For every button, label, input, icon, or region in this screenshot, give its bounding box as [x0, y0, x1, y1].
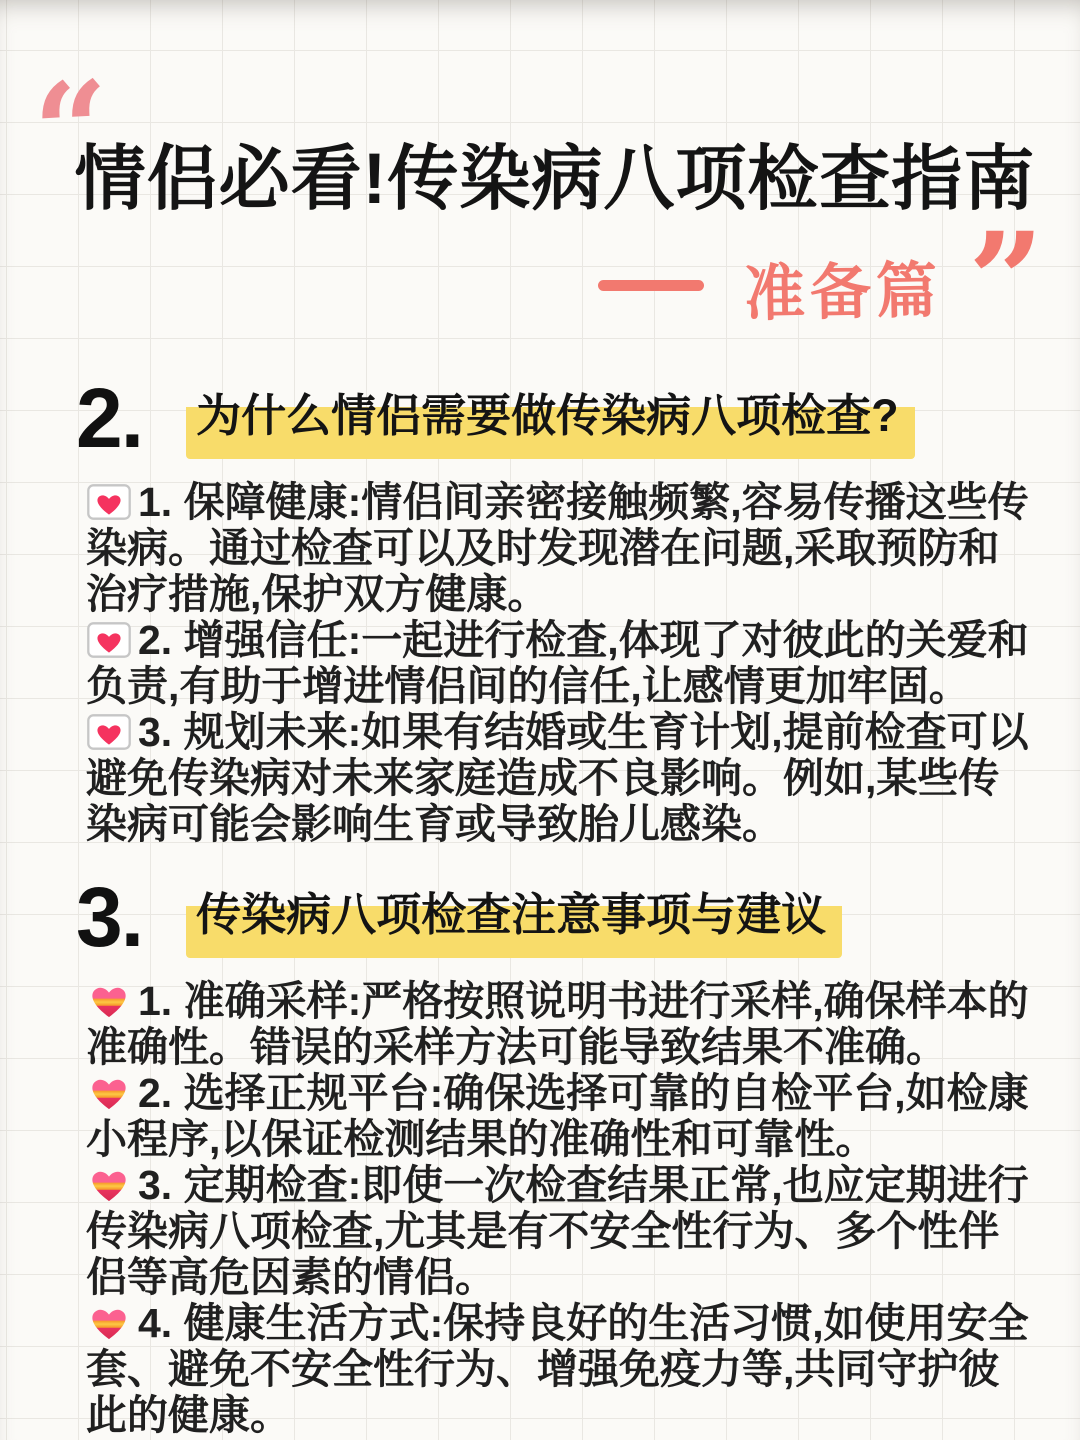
- section-heading: [186, 388, 915, 444]
- subtitle-row: [0, 203, 1080, 359]
- list-item-text: 2. 增强信任:一起进行检查,体现了对彼此的关爱和负责,有助于增进情侣间的信任,让感情更加牢固。: [86, 617, 1029, 710]
- section-number: 2.: [76, 370, 143, 465]
- heart-ribbon-icon: [86, 1300, 132, 1346]
- list-item-text: 3. 规划未来:如果有结婚或生育计划,提前检查可以避免传染病对未来家庭造成不良影响。例如,某些传染病可能会影响生育或导致胎儿感染。: [86, 709, 1029, 848]
- love-letter-icon: [86, 479, 132, 525]
- section-why-test: [0, 370, 1080, 848]
- list-item-text: 3. 定期检查:即使一次检查结果正常,也应定期进行传染病八项检查,尤其是有不安全性行为、多个性伴侣等高危因素的情侣。: [86, 1162, 1029, 1301]
- list-item-text: 2. 选择正规平台:确保选择可靠的自检平台,如检康小程序,以保证检测结果的准确性和可靠性。: [86, 1070, 1029, 1163]
- section-heading: [186, 887, 842, 943]
- heart-ribbon-icon: [86, 978, 132, 1024]
- love-letter-icon: [86, 617, 132, 663]
- list-item: [86, 1300, 1036, 1438]
- section-body: [0, 457, 1080, 847]
- section-tips: [0, 870, 1080, 1439]
- heading-highlight: 传染病八项检查注意事项与建议: [186, 889, 842, 958]
- love-letter-icon: [86, 709, 132, 755]
- list-item: [86, 617, 1036, 709]
- page-title: 情侣必看!传染病八项检查指南: [74, 140, 1036, 219]
- heart-ribbon-icon: [86, 1162, 132, 1208]
- list-item: [86, 1070, 1036, 1162]
- section-header: [0, 870, 1080, 965]
- list-item: [86, 978, 1036, 1070]
- heading-highlight: 为什么情侣需要做传染病八项检查?: [186, 390, 915, 459]
- list-item-text: 4. 健康生活方式:保持良好的生活习惯,如使用安全套、避免不安全性行为、增强免疫力等,共同守护彼此的健康。: [86, 1300, 1029, 1439]
- heart-ribbon-icon: [86, 1070, 132, 1116]
- list-item: [86, 1162, 1036, 1300]
- list-item-text: 1. 准确采样:严格按照说明书进行采样,确保样本的准确性。错误的采样方法可能导致结果不准确。: [86, 978, 1029, 1071]
- subtitle-dash: [598, 280, 704, 291]
- section-header: [0, 370, 1080, 465]
- subtitle: 准备篇: [743, 256, 943, 328]
- list-item: [86, 479, 1036, 617]
- open-quote-mark: “: [29, 52, 114, 211]
- section-number: 3.: [76, 870, 143, 965]
- close-quote-mark: ”: [968, 203, 1044, 359]
- list-item-text: 1. 保障健康:情侣间亲密接触频繁,容易传播这些传染病。通过检查可以及时发现潜在问题,采取预防和治疗措施,保护双方健康。: [86, 479, 1029, 618]
- list-item: [86, 709, 1036, 847]
- section-body: [0, 956, 1080, 1438]
